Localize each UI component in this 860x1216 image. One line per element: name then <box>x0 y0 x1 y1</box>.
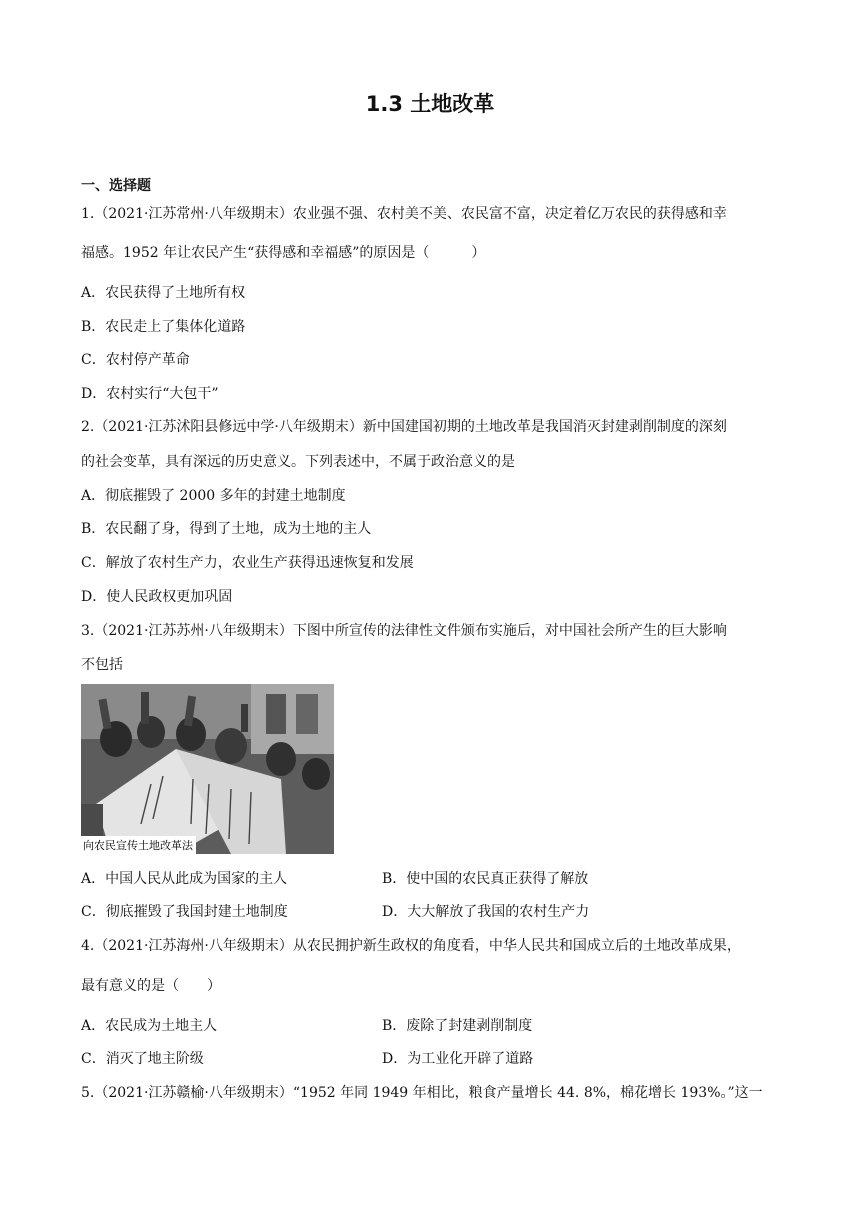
question-4-option-d: D．为工业化开辟了道路 <box>382 1051 534 1067</box>
question-2-stem-line-2: 的社会变革，具有深远的历史意义。下列表述中，不属于政治意义的是 <box>81 454 515 470</box>
question-4-option-c: C．消灭了地主阶级 <box>81 1051 204 1067</box>
land-reform-photo <box>81 684 334 854</box>
question-2-option-c: C．解放了农村生产力，农业生产获得迅速恢复和发展 <box>81 555 414 571</box>
question-3-stem-line-2: 不包括 <box>81 657 123 673</box>
question-1-stem-line-2: 福感。1952 年让农民产生“获得感和幸福感”的原因是（ ） <box>81 245 486 261</box>
question-4-stem-line-2: 最有意义的是（ ） <box>81 978 221 994</box>
question-4-option-a: A．农民成为土地主人 <box>81 1018 218 1034</box>
question-1-option-c: C．农村停产革命 <box>81 352 190 368</box>
page-title: 1.3 土地改革 <box>365 92 495 116</box>
question-1-stem-line-1: 1.（2021·江苏常州·八年级期末）农业强不强、农村美不美、农民富不富，决定着亿万农民的获得感和幸 <box>81 206 727 222</box>
photo-caption: 向农民宣传土地改革法 <box>81 836 196 854</box>
question-3-option-a: A．中国人民从此成为国家的主人 <box>81 871 288 887</box>
question-2-stem-line-1: 2.（2021·江苏沭阳县修远中学·八年级期末）新中国建国初期的土地改革是我国消灭封建剥削制度的深刻 <box>81 419 727 435</box>
question-2-option-d: D．使人民政权更加巩固 <box>81 589 233 605</box>
question-3-option-b: B．使中国的农民真正获得了解放 <box>382 871 589 887</box>
question-4-option-b: B．废除了封建剥削制度 <box>382 1018 533 1034</box>
question-4-stem-line-1: 4.（2021·江苏海州·八年级期末）从农民拥护新生政权的角度看，中华人民共和国成立后的土地改革成果， <box>81 938 741 954</box>
question-1-option-a: A．农民获得了土地所有权 <box>81 285 246 301</box>
question-3-option-c: C．彻底摧毁了我国封建土地制度 <box>81 904 288 920</box>
section-heading: 一、选择题 <box>81 178 151 194</box>
question-3-option-d: D．大大解放了我国的农村生产力 <box>382 904 590 920</box>
question-2-option-b: B．农民翻了身，得到了土地，成为土地的主人 <box>81 521 372 537</box>
question-1-option-b: B．农民走上了集体化道路 <box>81 319 246 335</box>
question-5-stem-line-1: 5.（2021·江苏赣榆·八年级期末）“1952 年同 1949 年相比，粮食产量增长 44. 8%，棉花增长 193%。”这一 <box>81 1085 763 1101</box>
question-3-stem-line-1: 3.（2021·江苏苏州·八年级期末）下图中所宣传的法律性文件颁布实施后，对中国社会所产生的巨大影响 <box>81 623 727 639</box>
question-2-option-a: A．彻底摧毁了 2000 多年的封建土地制度 <box>81 488 346 504</box>
question-1-option-d: D．农村实行“大包干” <box>81 386 219 402</box>
